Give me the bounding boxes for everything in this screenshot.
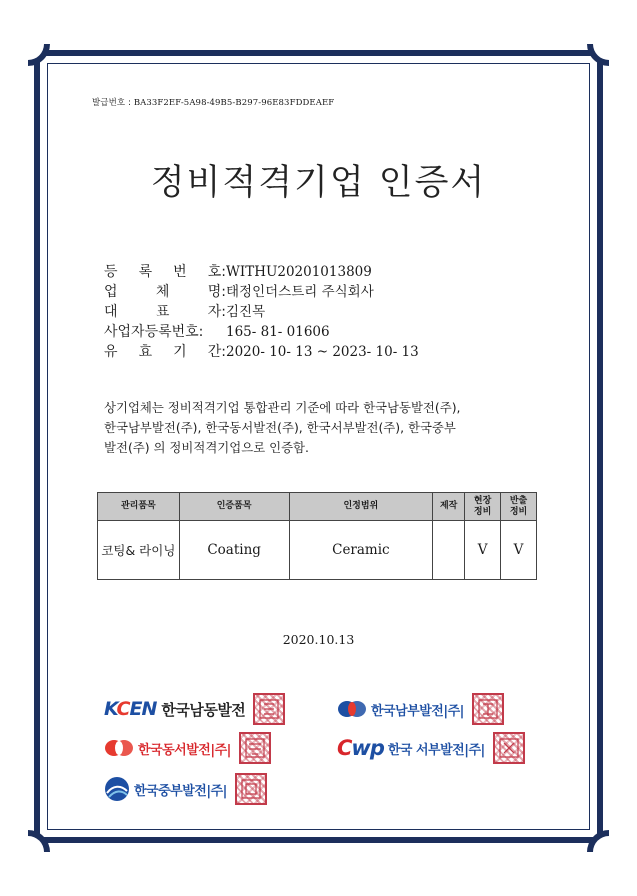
issuer-kospo [337,693,504,725]
info-key: 등 록 번 호: [104,264,226,280]
biz-no-value: 165- 81- 01606 [226,324,330,340]
statement-line: 상기업체는 정비적격기업 통합관리 기준에 따라 한국남동발전(주), [104,400,461,415]
info-key: 사업자등록번호: [104,324,204,340]
info-key: 업 체 명: [104,284,226,300]
kowepo-logo-mark: Cwp [337,736,384,760]
col-header-item: 관리품목 [98,493,180,521]
table-header-row [98,493,537,521]
issuer-name: 한국동서발전|주| [138,742,231,758]
cell-item: 코팅& 라이닝 [98,521,180,580]
issuer-name: 한국남동발전 [161,700,246,719]
issuer-name: 한국중부발전|주| [134,783,227,799]
issue-number-value: BA33F2EF-5A98-49B5-B297-96E83FDDEAEF [133,98,335,108]
cell-cert-item: Coating [179,521,289,580]
company-seal-stamp [239,732,271,764]
kosep-logo-mark: KCEN [104,698,157,720]
issuer-name: 한국남부발전|주| [371,703,464,719]
table-row [98,521,537,580]
period-value: 2020- 10- 13 ~ 2023- 10- 13 [226,344,419,360]
col-header-cert-item: 인증품목 [179,493,289,521]
issue-date: 2020.10.13 [282,632,355,647]
cell-site: V [465,521,501,580]
info-row-reg-no [104,262,419,282]
info-key: 대 표 자: [104,304,226,320]
ewp-logo-icon [104,738,134,758]
info-key: 유 효 기 간: [104,344,226,360]
issuer-komipo [104,773,267,805]
col-header-scope: 인정범위 [289,493,433,521]
cell-make [433,521,465,580]
cell-scope: Ceramic [289,521,433,580]
issuer-ewp [104,732,271,764]
company-info [104,262,419,362]
col-header-site: 현장 정비 [465,493,501,521]
statement-line: 한국남부발전(주), 한국동서발전(주), 한국서부발전(주), 한국중부 [104,420,456,435]
info-row-company [104,282,419,302]
company-value: 태정인더스트리 주식회사 [226,284,374,300]
company-seal-stamp [472,693,504,725]
info-row-biz-no [104,322,419,342]
info-row-period [104,342,419,362]
statement-line: 발전(주) 의 정비적격기업으로 인증함. [104,440,309,455]
ceo-value: 김진목 [226,304,266,320]
kepco-logo-icon [337,699,367,719]
certificate-title: 정비적격기업 인증서 [150,163,487,203]
issue-number-label: 발급번호 : [92,98,134,108]
col-header-make: 제작 [433,493,465,521]
certification-scope-table [97,492,537,580]
company-seal-stamp [235,773,267,805]
col-header-out: 반출 정비 [501,493,537,521]
cell-out: V [501,521,537,580]
company-seal-stamp [253,693,285,725]
issuer-kowepo [337,732,525,764]
company-seal-stamp [493,732,525,764]
issuer-name: 한국 서부발전|주| [387,742,485,758]
issuer-kosep [104,693,285,725]
reg-no-value: WITHU20201013809 [226,264,372,280]
komipo-logo-icon [104,776,130,802]
issue-number [92,96,334,108]
info-row-ceo [104,302,419,322]
certification-statement [104,398,554,458]
